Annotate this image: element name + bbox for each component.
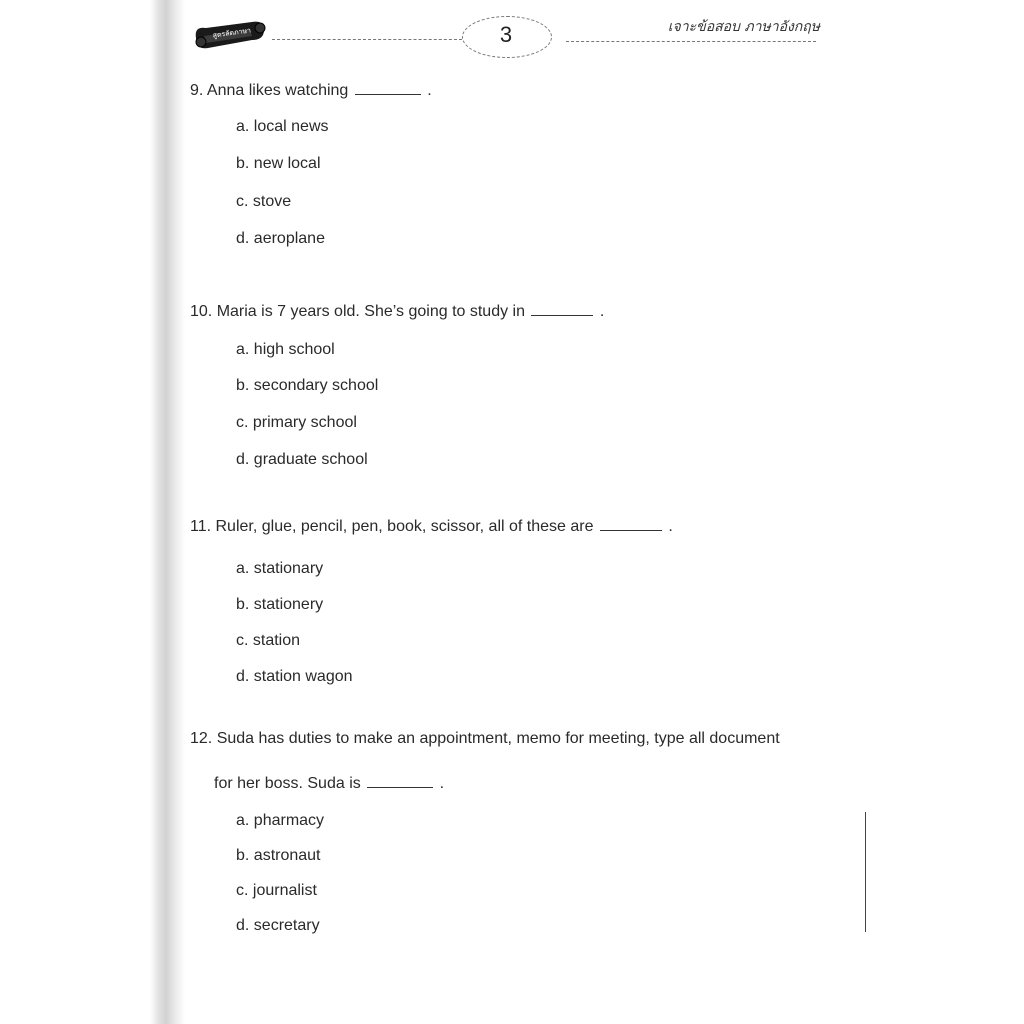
- option-10c: c. primary school: [236, 414, 357, 431]
- header-divider-left: [272, 39, 462, 40]
- answer-blank: [367, 775, 433, 788]
- option-11a: a. stationary: [236, 560, 324, 577]
- option-11c: c. station: [236, 632, 301, 649]
- option-12d: d. secretary: [236, 917, 320, 934]
- option-9c: c. stove: [236, 193, 292, 210]
- option-10b: b. secondary school: [236, 377, 379, 394]
- question-stem: for her boss. Suda is: [214, 775, 361, 792]
- logo-text: สูตรลัดภาษา: [212, 27, 252, 40]
- option-11d: d. station wagon: [236, 668, 353, 685]
- question-end: .: [599, 303, 605, 320]
- page-number: 3: [499, 22, 513, 47]
- option-10a: a. high school: [236, 341, 335, 358]
- option-9a: a. local news: [236, 118, 329, 135]
- option-12b: b. astronaut: [236, 847, 321, 864]
- question-end: .: [427, 82, 432, 99]
- option-9d: d. aeroplane: [236, 230, 325, 247]
- question-12-continued: [214, 775, 444, 793]
- question-end: .: [439, 775, 445, 792]
- margin-line: [865, 812, 866, 932]
- question-stem: 11. Ruler, glue, pencil, pen, book, scissor, all of these are: [190, 518, 594, 535]
- option-10d: d. graduate school: [236, 451, 368, 468]
- header-divider-right: [566, 41, 816, 42]
- option-9b: b. new local: [236, 155, 321, 172]
- option-12c: c. journalist: [236, 882, 317, 899]
- option-12a: a. pharmacy: [236, 812, 325, 829]
- question-11: [190, 518, 673, 536]
- answer-blank: [531, 303, 593, 316]
- question-9: [190, 82, 432, 100]
- question-end: .: [668, 518, 673, 535]
- question-12: 12. Suda has duties to make an appointment, memo for meeting, type all document: [190, 730, 780, 747]
- header-title: เจาะข้อสอบ ภาษาอังกฤษ: [667, 19, 820, 35]
- answer-blank: [355, 82, 421, 95]
- question-10: [190, 303, 604, 321]
- option-11b: b. stationery: [236, 596, 324, 613]
- question-stem: 9. Anna likes watching: [190, 82, 349, 99]
- question-stem: 10. Maria is 7 years old. She’s going to study in: [190, 303, 525, 320]
- answer-blank: [600, 518, 662, 531]
